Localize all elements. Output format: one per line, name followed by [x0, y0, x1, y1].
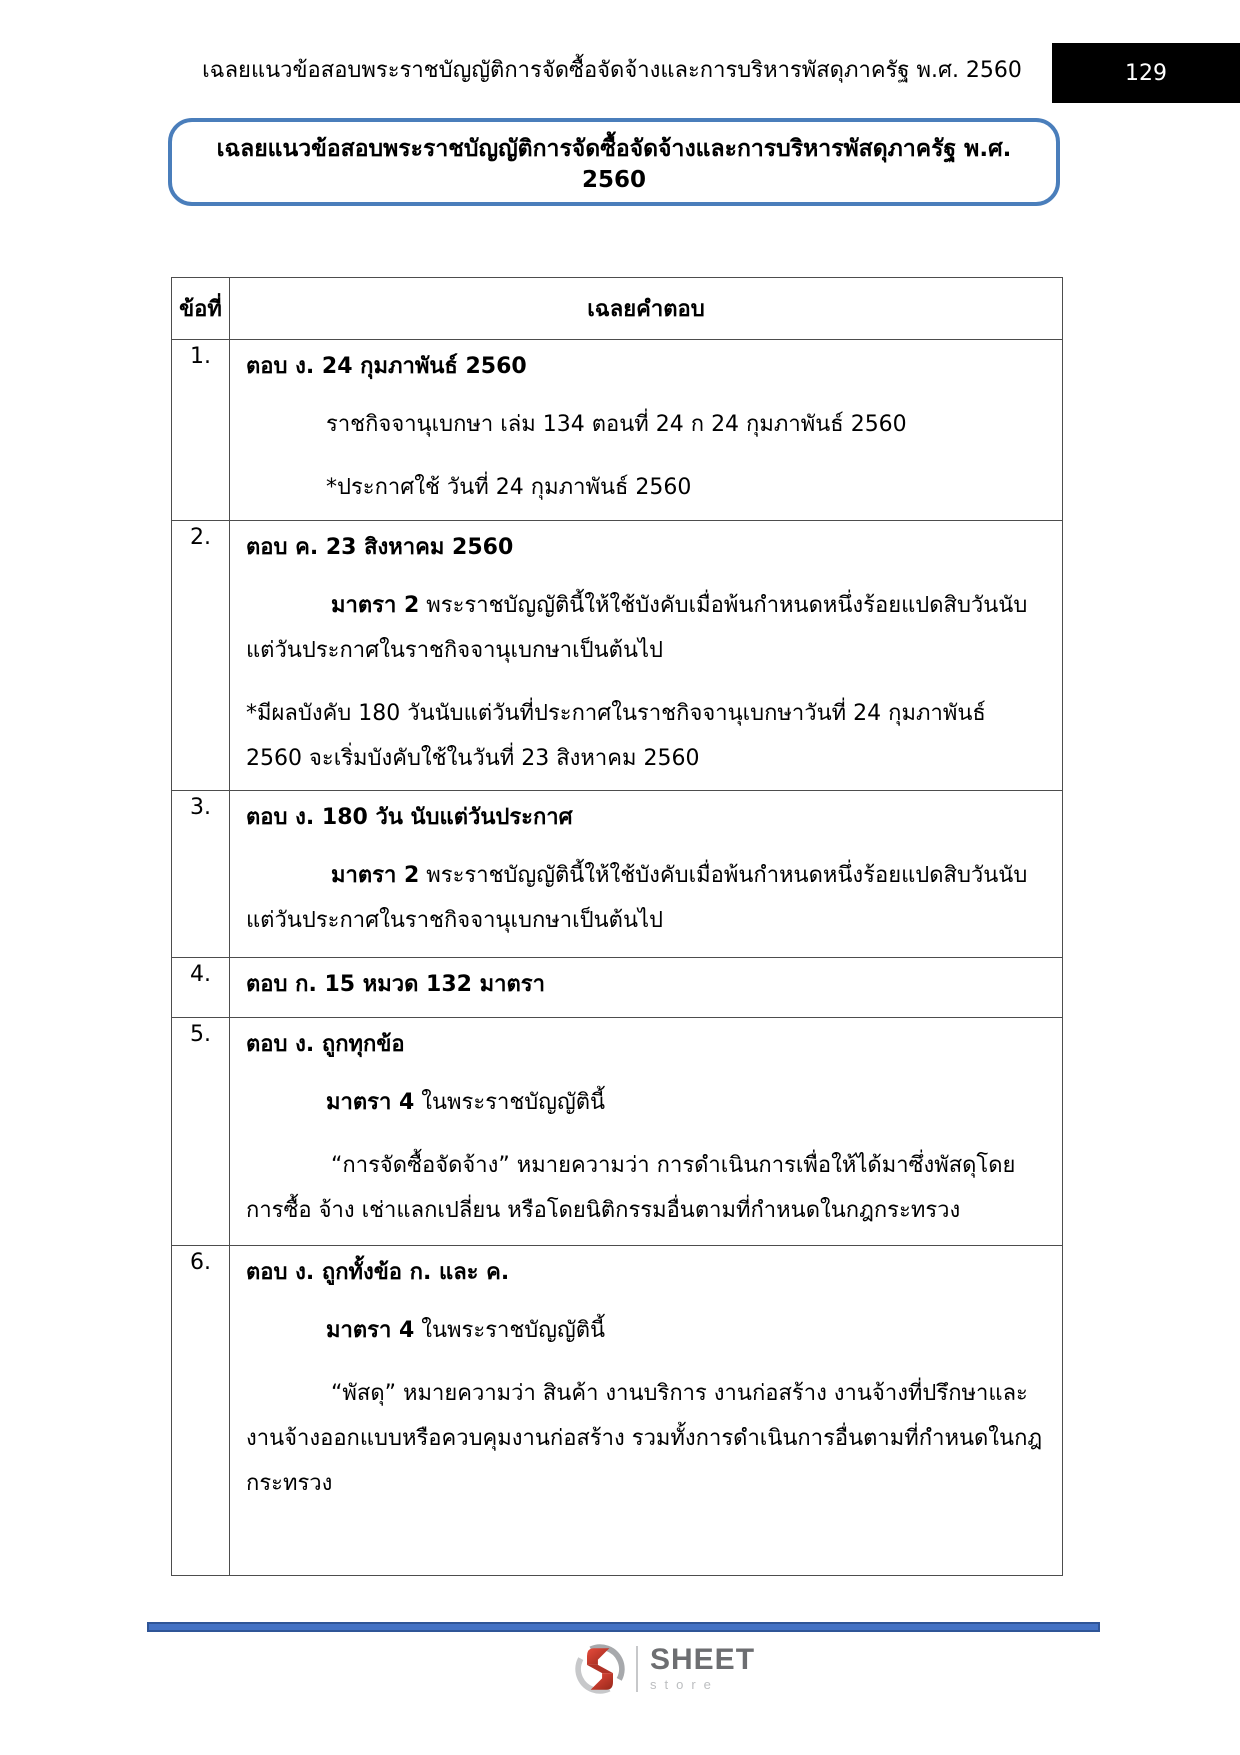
question-number-cell: 1. [172, 340, 230, 521]
answer-cell [230, 1018, 1063, 1246]
column-header-answer: เฉลยคำตอบ [230, 278, 1063, 340]
table-row [172, 340, 1063, 521]
logo-divider [636, 1646, 638, 1692]
answer-cell [230, 958, 1063, 1018]
explanation-paragraph: มาตรา 2 พระราชบัญญัตินี้ให้ใช้บังคับเมื่อพ้นกำหนดหนึ่งร้อยแปดสิบวันนับแต่วันประกาศในราชกิจจานุเบกษาเป็นต้นไป [246, 593, 1028, 663]
section-reference: มาตรา 2 [331, 593, 420, 618]
question-number-cell: 5. [172, 1018, 230, 1246]
running-header-title: เฉลยแนวข้อสอบพระราชบัญญัติการจัดซื้อจัดจ้างและการบริหารพัสดุภาครัฐ พ.ศ. 2560 [202, 58, 1022, 83]
column-header-question-number: ข้อที่ [172, 278, 230, 340]
answer-cell [230, 1246, 1063, 1576]
explanation-paragraph: “การจัดซื้อจัดจ้าง” หมายความว่า การดำเนินการเพื่อให้ได้มาซึ่งพัสดุโดยการซื้อ จ้าง เช่าแลกเปลี่ยน หรือโดยนิติกรรมอื่นตามที่กำหนดในกฎกระทรวง [246, 1153, 1016, 1223]
explanation-paragraph: “พัสดุ” หมายความว่า สินค้า งานบริการ งานก่อสร้าง งานจ้างที่ปรึกษาและงานจ้างออกแบบหรือควบคุมงานก่อสร้าง รวมทั้งการดำเนินการอื่นตามที่กำหนดในกฎกระทรวง [246, 1381, 1043, 1496]
explanation-paragraph: *ประกาศใช้ วันที่ 24 กุมภาพันธ์ 2560 [326, 475, 692, 500]
answer-key-table [171, 277, 1063, 1576]
footer-accent-bar [147, 1622, 1100, 1632]
question-number-cell: 2. [172, 521, 230, 791]
table-row [172, 958, 1063, 1018]
explanation-paragraph: มาตรา 4 ในพระราชบัญญัตินี้ [326, 1090, 606, 1115]
answer-cell [230, 521, 1063, 791]
answer-text: ตอบ ง. ถูกทั้งข้อ ก. และ ค. [246, 1260, 510, 1285]
explanation-paragraph: มาตรา 4 ในพระราชบัญญัตินี้ [326, 1318, 606, 1343]
page-number: 129 [1125, 60, 1167, 86]
explanation-paragraph: *มีผลบังคับ 180 วันนับแต่วันที่ประกาศในราชกิจจานุเบกษาวันที่ 24 กุมภาพันธ์ 2560 จะเริ่มบังคับใช้ในวันที่ 23 สิงหาคม 2560 [246, 701, 986, 771]
answer-cell [230, 791, 1063, 958]
answer-text: ตอบ ค. 23 สิงหาคม 2560 [246, 535, 514, 560]
answer-text: ตอบ ง. ถูกทุกข้อ [246, 1032, 405, 1057]
section-reference: มาตรา 2 [331, 863, 420, 888]
table-row [172, 791, 1063, 958]
table-header-row [172, 278, 1063, 340]
logo-wordmark [650, 1643, 756, 1692]
question-number-cell: 6. [172, 1246, 230, 1576]
answer-cell [230, 340, 1063, 521]
table-row [172, 521, 1063, 791]
question-number-cell: 3. [172, 791, 230, 958]
section-reference: มาตรา 4 [326, 1318, 415, 1343]
sheet-store-logo [574, 1643, 755, 1695]
logo-brand-text: SHEET [650, 1643, 756, 1676]
answer-text: ตอบ ง. 24 กุมภาพันธ์ 2560 [246, 354, 527, 379]
question-number-cell: 4. [172, 958, 230, 1018]
sheet-store-s-icon [574, 1643, 626, 1695]
explanation-paragraph: มาตรา 2 พระราชบัญญัตินี้ให้ใช้บังคับเมื่อพ้นกำหนดหนึ่งร้อยแปดสิบวันนับแต่วันประกาศในราชกิจจานุเบกษาเป็นต้นไป [246, 863, 1028, 933]
table-row [172, 1018, 1063, 1246]
answer-table-body [172, 340, 1063, 1576]
logo-sub-text: store [650, 1677, 719, 1692]
answer-text: ตอบ ง. 180 วัน นับแต่วันประกาศ [246, 805, 573, 830]
explanation-paragraph: ราชกิจจานุเบกษา เล่ม 134 ตอนที่ 24 ก 24 กุมภาพันธ์ 2560 [326, 412, 907, 437]
table-row [172, 1246, 1063, 1576]
page-number-badge [1052, 43, 1240, 103]
document-title: เฉลยแนวข้อสอบพระราชบัญญัติการจัดซื้อจัดจ้างและการบริหารพัสดุภาครัฐ พ.ศ. 2560 [216, 136, 1012, 193]
section-reference: มาตรา 4 [326, 1090, 415, 1115]
title-box [168, 118, 1060, 206]
answer-text: ตอบ ก. 15 หมวด 132 มาตรา [246, 972, 545, 997]
